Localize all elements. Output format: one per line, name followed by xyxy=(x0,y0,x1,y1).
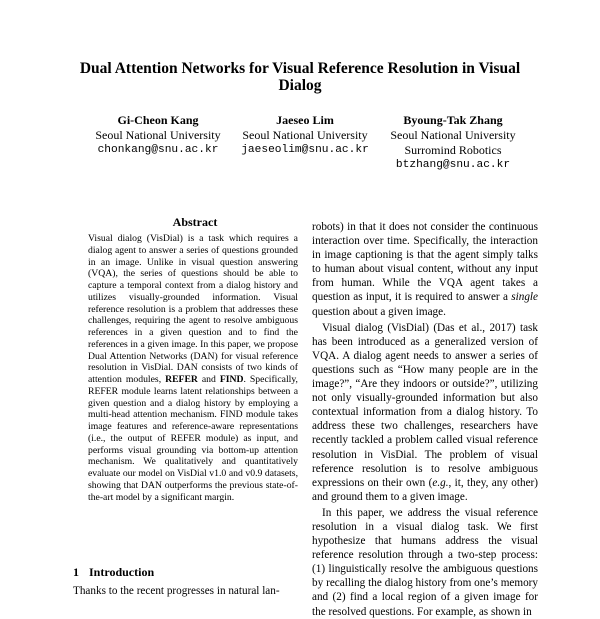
abstract-part-1: Visual dialog (VisDial) is a task which requires a dialog agent to answer a series of questions grounded in an image. Unlike in visual question answering (VQA), the series of questions should be able to capture a temporal context from a dialog history and utilizes visually-grounded information. Visual reference resolution is a problem that addresses these challenges, requiring the agent to resolve ambiguous references in a given question and to find the references in a given image. In this paper, we propose Dual Attention Networks (DAN) for visual reference resolution in VisDial. DAN consists of two kinds of attention modules, xyxy=(88,233,298,385)
author-affiliation: Seoul National University xyxy=(390,128,516,142)
right-p1-em: single xyxy=(511,291,538,304)
paper-title: Dual Attention Networks for Visual Reference Resolution in Visual Dialog xyxy=(79,60,521,94)
author-name: Byoung-Tak Zhang xyxy=(403,113,503,127)
section-number: 1 xyxy=(73,565,79,579)
right-p1-b: question about a given image. xyxy=(312,305,446,318)
abstract-find: FIND xyxy=(219,374,244,385)
section-title: Introduction xyxy=(89,565,155,579)
right-p2-a: Visual dialog (VisDial) (Das et al., 2017) task has been introduced as a generalized version of VQA. A dialog agent needs to answer a series of questions such as “How many people are in the image?”, “Are they indoors or outside?”, utilizing not only visually-grounded information but also contextual information from a dialog history. To address these two challenges, researchers have recently tackled a problem called visual reference resolution in VisDial. The problem of visual reference resolution is to resolve ambiguous expressions on their own ( xyxy=(312,321,538,489)
right-p2-em: e.g. xyxy=(432,476,449,489)
abstract-part-2: . Specifically, REFER module learns latent relationships between a given question and a dialog history by employing a multi-head attention mechanism. FIND module takes image features and reference-aware representations (i.e., the output of REFER module) as input, and performs visual grounding via bottom-up attention mechanism. We qualitatively and quantitatively evaluate our model on VisDial v1.0 and v0.9 datasets, showing that DAN outperforms the previous state-of-the-art model by a significant margin. xyxy=(88,374,298,503)
author-affiliation-2: Surromind Robotics xyxy=(404,143,502,157)
abstract-refer: REFER xyxy=(165,374,198,385)
author-affiliation: Seoul National University xyxy=(95,128,221,142)
intro-left-text: Thanks to the recent progresses in natural lan- xyxy=(73,585,280,597)
right-p1-a: robots) in that it does not consider the continuous interaction over time. Specifically, the interaction in image captioning is that the agent simply talks to human about visual content, without any input from human. While the VQA agent takes a question as input, it is required to answer a xyxy=(312,221,538,304)
author-name: Jaeseo Lim xyxy=(276,113,334,127)
abstract-and: and xyxy=(197,374,220,385)
author-email: btzhang@snu.ac.kr xyxy=(395,159,511,171)
right-paragraph-3: In this paper, we address the visual reference resolution in a visual dialog task. We first hypothesize that humans address the visual reference resolution through a two-step process: (1) linguistically resolve the ambiguous questions by recalling the dialog history from one’s memory and (2) find a local region of a given image for the resolved questions. For example, as shown in xyxy=(312,506,538,618)
author-name: Gi-Cheon Kang xyxy=(117,113,199,127)
section-heading xyxy=(73,565,303,580)
author-email: chonkang@snu.ac.kr xyxy=(97,144,219,156)
abstract-text xyxy=(88,233,298,503)
right-p2-b: , it, they, any other) and ground them to a given image. xyxy=(312,476,538,503)
author-affiliation: Seoul National University xyxy=(242,128,368,142)
right-paragraph-1 xyxy=(312,220,538,319)
abstract-heading: Abstract xyxy=(172,215,218,229)
right-column xyxy=(312,220,538,619)
right-paragraph-2 xyxy=(312,321,538,504)
author-email: jaeseolim@snu.ac.kr xyxy=(241,144,369,156)
author-block-3 xyxy=(363,113,543,173)
